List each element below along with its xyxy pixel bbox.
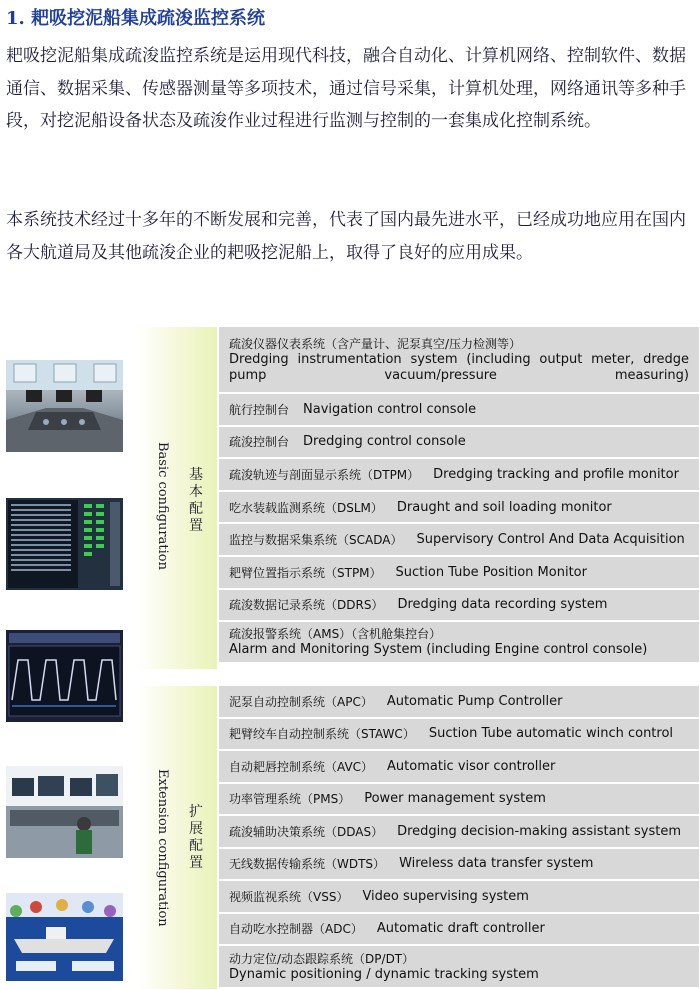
list-item: 视频监视系统（VSS） Video supervising system	[219, 881, 699, 914]
extension-config-label-zh: 扩展配置	[189, 804, 203, 871]
list-item: 疏浚数据记录系统（DDRS） Dredging data recording system	[219, 590, 699, 623]
monitoring-software-screenshot	[6, 498, 123, 590]
extension-config-label-en: Extension configuration	[155, 769, 170, 927]
list-item: 疏浚轨迹与剖面显示系统（DTPM） Dredging tracking and profile monitor	[219, 459, 699, 492]
list-item: 吃水装载监测系统（DSLM） Draught and soil loading monitor	[219, 492, 699, 525]
extension-config-band	[137, 686, 217, 989]
list-item: 自动耙唇控制系统（AVC） Automatic visor controller	[219, 751, 699, 784]
list-item: 航行控制台 Navigation control console	[219, 394, 699, 427]
list-item: 功率管理系统（PMS） Power management system	[219, 784, 699, 817]
list-item: 疏浚控制台 Dredging control console	[219, 427, 699, 460]
basic-config-list	[219, 327, 699, 669]
intro-paragraph-1: 耙吸挖泥船集成疏浚监控系统是运用现代科技，融合自动化、计算机网络、控制软件、数据通信、数据采集、传感器测量等多项技术，通过信号采集，计算机处理，网络通讯等多种手段，对挖泥船设备状态及疏浚作业过程进行监测与控制的一套集成化控制系统。	[6, 46, 686, 132]
list-item: 监控与数据采集系统（SCADA） Supervisory Control And Data Acquisition	[219, 524, 699, 557]
list-item: 耙臂绞车自动控制系统（STAWC） Suction Tube automatic winch control	[219, 719, 699, 752]
list-item: 自动吃水控制器（ADC） Automatic draft controller	[219, 914, 699, 947]
intro-paragraph-2: 本系统技术经过十多年的不断发展和完善，代表了国内最先进水平，已经成功地应用在国内各大航道局及其他疏浚企业的耙吸挖泥船上，取得了良好的应用成果。	[6, 210, 686, 263]
list-item: 疏浚报警系统（AMS）（含机舱集控台） Alarm and Monitoring System (including Engine control console)	[219, 622, 699, 664]
basic-config-label-en: Basic configuration	[155, 442, 170, 570]
basic-config-band	[137, 327, 217, 669]
list-item: 疏浚辅助决策系统（DDAS） Dredging decision-making assistant system	[219, 816, 699, 849]
waveform-display-screenshot	[6, 630, 123, 722]
list-item: 疏浚仪器仪表系统（含产量计、泥泵真空/压力检测等） Dredging instrumentation system (including output meter, dredge pump vacuum/pressure measuring)	[219, 327, 699, 394]
extension-config-list	[219, 686, 699, 989]
basic-config-label-zh: 基本配置	[189, 467, 203, 534]
ship-system-diagram	[6, 893, 123, 981]
list-item: 动力定位/动态跟踪系统（DP/DT） Dynamic positioning / dynamic tracking system	[219, 946, 699, 989]
control-room-photo	[6, 766, 123, 858]
list-item: 泥泵自动控制系统（APC） Automatic Pump Controller	[219, 686, 699, 719]
section-heading: 1. 耙吸挖泥船集成疏浚监控系统	[6, 8, 266, 29]
list-item: 耙臂位置指示系统（STPM） Suction Tube Position Monitor	[219, 557, 699, 590]
bridge-console-photo	[6, 360, 123, 452]
list-item: 无线数据传输系统（WDTS） Wireless data transfer system	[219, 849, 699, 882]
